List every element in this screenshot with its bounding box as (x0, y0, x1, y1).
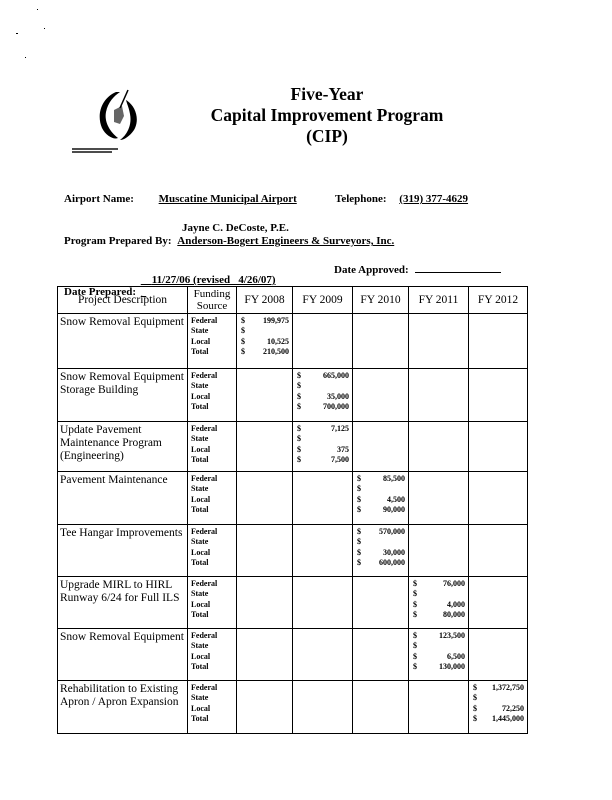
funding-source-label: Total (191, 504, 209, 514)
currency-symbol: $ (241, 316, 245, 325)
fy-cell (353, 472, 409, 525)
fy-cell (409, 472, 469, 525)
currency-symbol: $ (357, 557, 361, 567)
currency-symbol: $ (473, 683, 477, 692)
table-row (58, 681, 528, 734)
project-description: Tee Hangar Improvements (58, 525, 188, 577)
amount-line (357, 495, 405, 505)
currency-symbol: $ (357, 537, 361, 547)
amount-line (297, 392, 349, 402)
amount-line (357, 548, 405, 558)
amount-line (473, 704, 524, 714)
currency-symbol: $ (357, 547, 361, 557)
fy-cell (353, 422, 409, 472)
funding-source-label: Local (191, 703, 211, 713)
funding-source-label: State (191, 434, 209, 444)
fy-cell (353, 681, 409, 734)
funding-source-label: Federal (191, 316, 218, 325)
currency-symbol: $ (413, 599, 417, 609)
amount-line (357, 537, 405, 547)
fy-cell (293, 422, 353, 472)
amount-value: 35,000 (327, 391, 349, 401)
amount-line (297, 381, 349, 391)
currency-symbol: $ (297, 424, 301, 433)
funding-source-label: Total (191, 346, 209, 356)
funding-source-label: State (191, 693, 209, 703)
amount-value: 130,000 (439, 661, 465, 671)
preparer-name: Jayne C. DeCoste, P.E. (182, 222, 289, 234)
fy-cell (409, 681, 469, 734)
fy-cell (353, 577, 409, 629)
funding-sources (188, 629, 237, 681)
amount-line (413, 641, 465, 651)
amount-value: 123,500 (439, 631, 465, 640)
table-header-row (58, 287, 528, 314)
fy-cell (293, 472, 353, 525)
amount-value: 199,975 (263, 316, 289, 325)
date-prepared-value[interactable]: 11/27/06 (revised 4/26/07) (151, 274, 276, 286)
fy-cell (469, 314, 528, 369)
funding-source-label: Local (191, 651, 211, 661)
fy-cell (469, 577, 528, 629)
fy-cell (237, 422, 293, 472)
amount-line (297, 434, 349, 444)
amount-line (413, 631, 465, 641)
header-project-description: Project Description (58, 287, 188, 314)
project-description: Snow Removal Equipment Storage Building (58, 369, 188, 422)
funding-source-label: State (191, 381, 209, 391)
currency-symbol: $ (413, 579, 417, 588)
fy-cell (293, 681, 353, 734)
fy-cell (469, 472, 528, 525)
prepared-by-label: Program Prepared By: (64, 235, 172, 247)
currency-symbol: $ (297, 434, 301, 444)
scan-speck (25, 57, 26, 58)
funding-sources (188, 472, 237, 525)
currency-symbol: $ (357, 484, 361, 494)
project-description: Rehabilitation to Existing Apron / Apron Expansion (58, 681, 188, 734)
funding-sources (188, 681, 237, 734)
funding-source-label: Local (191, 599, 211, 609)
amount-value: 1,445,000 (492, 713, 524, 723)
fy-cell (293, 629, 353, 681)
amount-value: 10,525 (267, 336, 289, 346)
fy-cell (469, 525, 528, 577)
project-description: Pavement Maintenance (58, 472, 188, 525)
table-row (58, 629, 528, 681)
amount-value: 6,500 (447, 651, 465, 661)
currency-symbol: $ (357, 504, 361, 514)
header-fy-2008: FY 2008 (237, 287, 293, 314)
funding-source-label: Total (191, 609, 209, 619)
prepared-by-field (64, 235, 394, 247)
amount-line (413, 610, 465, 620)
currency-symbol: $ (473, 703, 477, 713)
funding-source-label: Total (191, 713, 209, 723)
table-row (58, 314, 528, 369)
funding-source-label: Federal (191, 631, 218, 640)
fy-cell (293, 577, 353, 629)
scan-speck (37, 9, 38, 10)
amount-value: 80,000 (443, 609, 465, 619)
date-approved-label: Date Approved: (334, 264, 409, 276)
currency-symbol: $ (241, 346, 245, 356)
amount-value: 7,125 (331, 424, 349, 433)
amount-line (241, 316, 289, 326)
fy-cell (409, 525, 469, 577)
amount-line (413, 589, 465, 599)
fy-cell (237, 525, 293, 577)
table-row (58, 369, 528, 422)
currency-symbol: $ (413, 651, 417, 661)
amount-line (413, 579, 465, 589)
funding-source-label: Local (191, 444, 211, 454)
currency-symbol: $ (413, 631, 417, 640)
fy-cell (409, 629, 469, 681)
project-description: Snow Removal Equipment (58, 314, 188, 369)
amount-line (413, 662, 465, 672)
funding-source-label: Federal (191, 683, 218, 692)
fy-cell (237, 577, 293, 629)
currency-symbol: $ (357, 527, 361, 536)
amount-value: 210,500 (263, 346, 289, 356)
funding-source-label: Federal (191, 371, 218, 380)
funding-source-label: State (191, 484, 209, 494)
amount-line (357, 527, 405, 537)
project-description: Snow Removal Equipment (58, 629, 188, 681)
currency-symbol: $ (297, 454, 301, 464)
currency-symbol: $ (297, 391, 301, 401)
iowa-dot-logo-icon (92, 86, 144, 144)
amount-line (357, 474, 405, 484)
amount-value: 85,500 (383, 474, 405, 483)
amount-line (357, 484, 405, 494)
funding-source-label: Federal (191, 579, 218, 588)
amount-line (473, 714, 524, 724)
project-description: Update Pavement Maintenance Program (Engineering) (58, 422, 188, 472)
fy-cell (237, 472, 293, 525)
header-fy-2009: FY 2009 (293, 287, 353, 314)
fy-cell (409, 422, 469, 472)
funding-source-label: Local (191, 494, 211, 504)
date-approved-value[interactable] (415, 262, 501, 273)
currency-symbol: $ (357, 474, 361, 483)
funding-source-label: Federal (191, 474, 218, 483)
funding-source-label: Total (191, 401, 209, 411)
header-fy-2011: FY 2011 (409, 287, 469, 314)
amount-line (241, 337, 289, 347)
amount-value: 600,000 (379, 557, 405, 567)
fy-cell (293, 314, 353, 369)
amount-value: 375 (337, 444, 349, 454)
amount-value: 4,500 (387, 494, 405, 504)
amount-value: 665,000 (323, 371, 349, 380)
funding-source-label: Total (191, 661, 209, 671)
funding-sources (188, 525, 237, 577)
telephone-value[interactable]: (319) 377-4629 (399, 193, 469, 205)
fy-cell (353, 314, 409, 369)
currency-symbol: $ (413, 609, 417, 619)
currency-symbol: $ (297, 401, 301, 411)
amount-line (473, 693, 524, 703)
currency-symbol: $ (473, 693, 477, 703)
page-title (200, 84, 454, 147)
amount-line (297, 371, 349, 381)
date-prepared-label: Date Prepared: (64, 286, 136, 298)
amount-value: 30,000 (383, 547, 405, 557)
funding-source-label: State (191, 641, 209, 651)
currency-symbol: $ (241, 336, 245, 346)
amount-line (413, 652, 465, 662)
amount-line (357, 505, 405, 515)
currency-symbol: $ (297, 381, 301, 391)
fy-cell (469, 681, 528, 734)
amount-line (297, 424, 349, 434)
amount-value: 4,000 (447, 599, 465, 609)
amount-line (357, 558, 405, 568)
funding-source-label: State (191, 537, 209, 547)
airport-name-label: Airport Name: (64, 193, 134, 205)
amount-value: 1,372,750 (492, 683, 524, 692)
funding-source-label: State (191, 589, 209, 599)
logo-caption (72, 148, 118, 154)
currency-symbol: $ (413, 661, 417, 671)
fy-cell (293, 369, 353, 422)
scan-speck (44, 28, 45, 29)
title-line-1: Five-Year (290, 84, 364, 104)
funding-source-label: Federal (191, 424, 218, 433)
prepared-by-value[interactable]: Anderson-Bogert Engineers & Surveyors, Inc. (177, 235, 395, 247)
amount-value: 570,000 (379, 527, 405, 536)
funding-source-label: Local (191, 547, 211, 557)
funding-sources (188, 369, 237, 422)
fy-cell (293, 525, 353, 577)
header-fy-2010: FY 2010 (353, 287, 409, 314)
telephone-field (335, 193, 507, 205)
amount-value: 76,000 (443, 579, 465, 588)
fy-cell (237, 369, 293, 422)
amount-line (297, 455, 349, 465)
currency-symbol: $ (297, 371, 301, 380)
currency-symbol: $ (413, 589, 417, 599)
funding-sources (188, 577, 237, 629)
fy-cell (409, 369, 469, 422)
funding-sources (188, 422, 237, 472)
currency-symbol: $ (473, 713, 477, 723)
date-approved-field (334, 262, 501, 276)
fy-cell (237, 314, 293, 369)
header-funding-source: Funding Source (188, 287, 237, 314)
fy-cell (353, 369, 409, 422)
funding-source-label: Local (191, 336, 211, 346)
airport-name-value[interactable]: Muscatine Municipal Airport (158, 193, 297, 205)
amount-line (413, 600, 465, 610)
fy-cell (353, 629, 409, 681)
cip-table (57, 286, 528, 734)
amount-line (473, 683, 524, 693)
table-row (58, 525, 528, 577)
table-row (58, 577, 528, 629)
fy-cell (237, 681, 293, 734)
scan-speck (16, 33, 18, 34)
title-line-3: (CIP) (306, 126, 348, 146)
fy-cell (353, 525, 409, 577)
airport-name-field (64, 193, 315, 205)
currency-symbol: $ (357, 494, 361, 504)
table-row (58, 472, 528, 525)
amount-line (241, 347, 289, 357)
fy-cell (469, 629, 528, 681)
project-description: Upgrade MIRL to HIRL Runway 6/24 for Full ILS (58, 577, 188, 629)
currency-symbol: $ (297, 444, 301, 454)
amount-line (297, 445, 349, 455)
fy-cell (237, 629, 293, 681)
currency-symbol: $ (241, 326, 245, 336)
amount-line (241, 326, 289, 336)
funding-source-label: Total (191, 454, 209, 464)
funding-source-label: Local (191, 391, 211, 401)
fy-cell (409, 577, 469, 629)
fy-cell (409, 314, 469, 369)
amount-value: 7,500 (331, 454, 349, 464)
currency-symbol: $ (413, 641, 417, 651)
amount-value: 90,000 (383, 504, 405, 514)
header-fy-2012: FY 2012 (469, 287, 528, 314)
funding-source-label: State (191, 326, 209, 336)
amount-value: 700,000 (323, 401, 349, 411)
funding-sources (188, 314, 237, 369)
amount-value: 72,250 (502, 703, 524, 713)
telephone-label: Telephone: (335, 193, 387, 205)
fy-cell (469, 422, 528, 472)
funding-source-label: Federal (191, 527, 218, 536)
title-line-2: Capital Improvement Program (210, 105, 444, 125)
funding-source-label: Total (191, 557, 209, 567)
table-row (58, 422, 528, 472)
amount-line (297, 402, 349, 412)
fy-cell (469, 369, 528, 422)
